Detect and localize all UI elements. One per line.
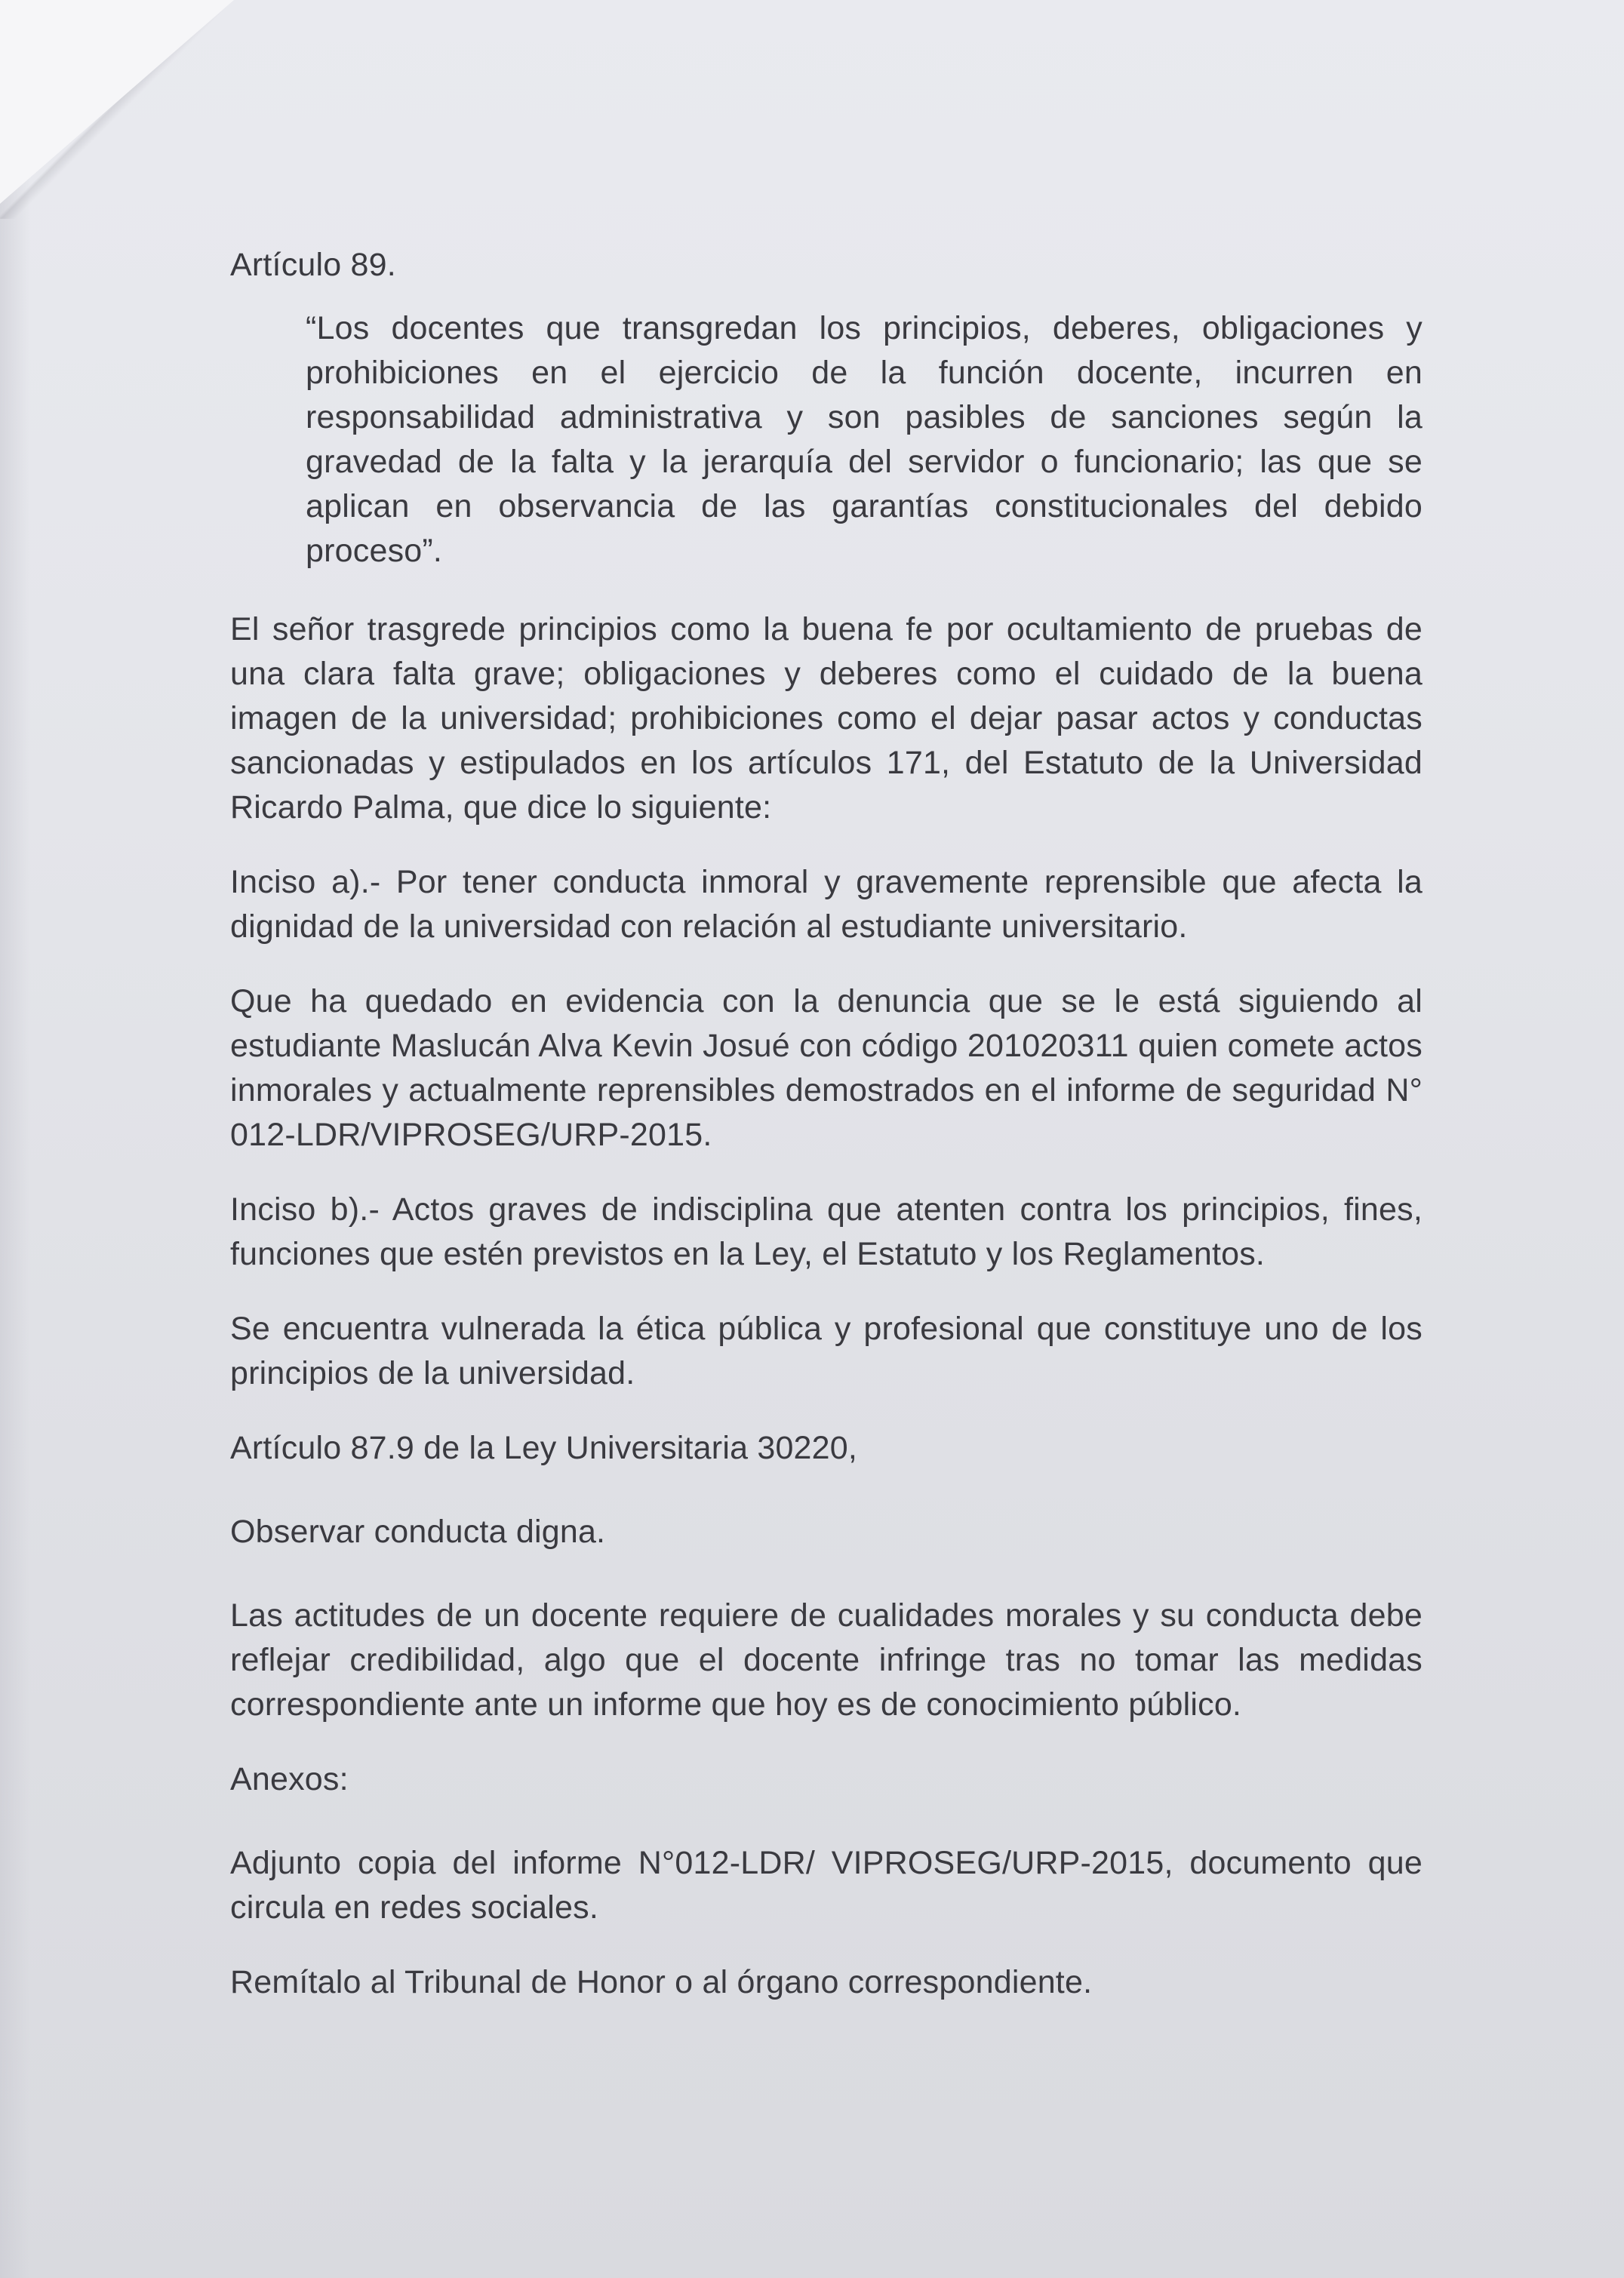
paragraph-actitudes: Las actitudes de un docente requiere de cualidades morales y su conducta debe reflejar credibilidad, algo que el docente infringe tras no tomar las medidas correspondiente ante un informe que hoy es de conocimiento público. (230, 1597, 1423, 1723)
paragraph-inciso-a: Inciso a).- Por tener conducta inmoral y gravemente reprensible que afecta la dignidad de la universidad con relación al estudiante universitario. (230, 864, 1423, 945)
article-reference: Artículo 87.9 de la Ley Universitaria 30220, (230, 1430, 858, 1466)
paragraph-evidencia: Que ha quedado en evidencia con la denuncia que se le está siguiendo al estudiante Maslucán Alva Kevin Josué con código 201020311 quien comete actos inmorales y actualmente reprensibles demostrados en el informe de seguridad N° 012-LDR/VIPROSEG/URP-2015. (230, 983, 1423, 1153)
paragraph-principios: El señor trasgrede principios como la buena fe por ocultamiento de pruebas de una clara falta grave; obligaciones y deberes como el cuidado de la buena imagen de la universidad; prohibiciones como el dejar pasar actos y conductas sancionadas y estipulados en los artículos 171, del Estatuto de la Universidad Ricardo Palma, que dice lo siguiente: (230, 611, 1423, 825)
article-heading: Artículo 89. (230, 247, 396, 283)
conduct-line: Observar conducta digna. (230, 1514, 606, 1550)
annex-heading: Anexos: (230, 1761, 349, 1797)
annex-text: Adjunto copia del informe N°012-LDR/ VIPROSEG/URP-2015, documento que circula en redes sociales. (230, 1845, 1423, 1926)
document-body (230, 243, 1423, 2044)
folded-corner (0, 0, 234, 204)
page-edge-shadow (0, 0, 30, 2278)
article-quote: “Los docentes que transgredan los principios, deberes, obligaciones y prohibiciones en el ejercicio de la función docente, incurren en responsabilidad administrativa y son pasibles de sanciones según la gravedad de la falta y la jerarquía del servidor o funcionario; las que se aplican en observancia de las garantías constitucionales del debido proceso”. (306, 310, 1423, 569)
closing-line: Remítalo al Tribunal de Honor o al órgano correspondiente. (230, 1964, 1093, 2000)
paragraph-inciso-b: Inciso b).- Actos graves de indisciplina que atenten contra los principios, fines, funciones que estén previstos en la Ley, el Estatuto y los Reglamentos. (230, 1191, 1423, 1272)
paragraph-etica: Se encuentra vulnerada la ética pública y profesional que constituye uno de los principios de la universidad. (230, 1311, 1423, 1391)
